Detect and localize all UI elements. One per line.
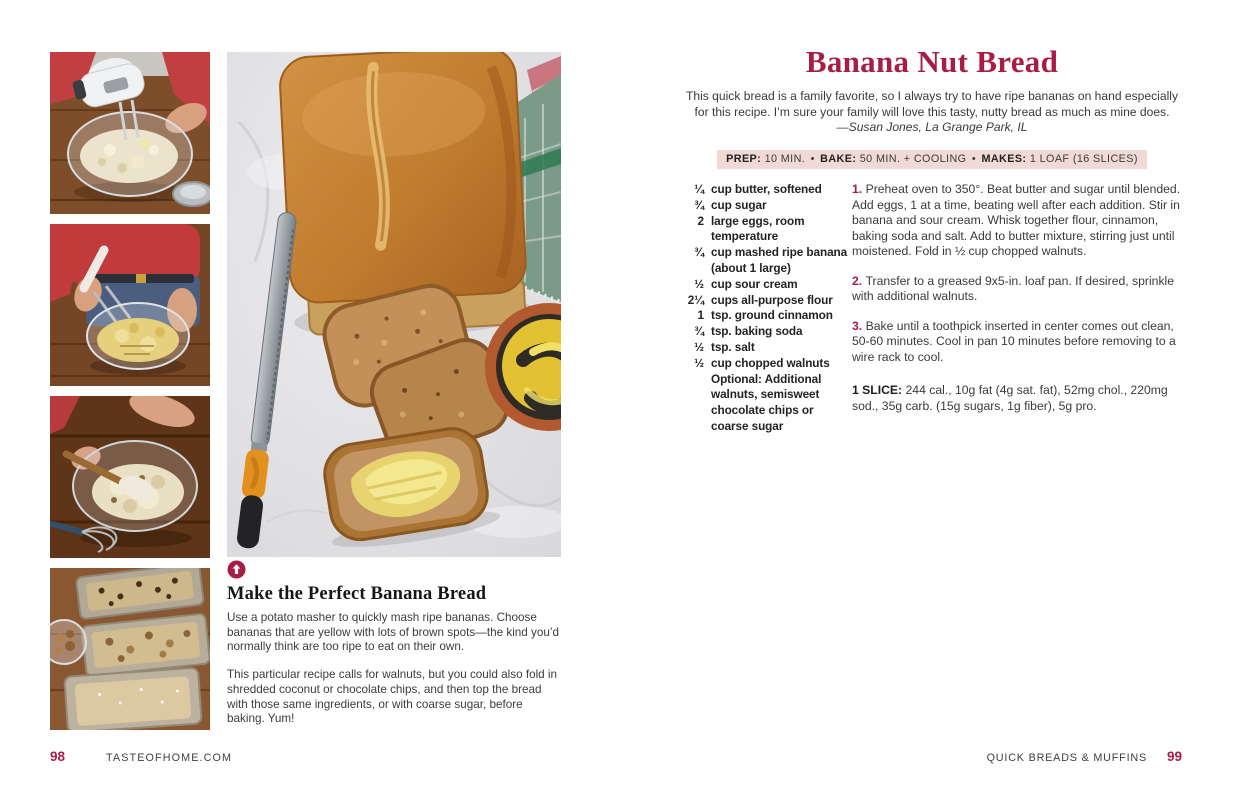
right-page-number: 99 — [1166, 749, 1182, 764]
meta-value: 10 MIN. — [764, 152, 806, 165]
nutrition-text: 244 cal., 10g fat (4g sat. fat), 52mg chol., 220mg sod., 35g carb. (15g sugars, 1g fiber), 5g pro. — [852, 383, 1168, 413]
ingredient-row — [682, 324, 850, 340]
left-page-number: 98 — [50, 749, 66, 764]
ingredient-text: cup sugar — [711, 197, 767, 212]
process-photo-column — [50, 52, 210, 740]
tip-paragraph: This particular recipe calls for walnuts, but you could also fold in shredded coconut or chocolate chips, and then top the bread with those same ingredients, or with coarse sugar, before baking. Yum! — [227, 668, 558, 726]
direction-step — [852, 319, 1184, 366]
ingredients-list — [682, 182, 850, 435]
photo-stirring-batter-illustration — [50, 396, 210, 558]
ingredient-row — [682, 340, 850, 356]
step-number: 3. — [852, 318, 866, 333]
ingredient-amount: 2 — [697, 213, 704, 228]
photo-beating-butter-illustration — [50, 52, 210, 214]
tip-sidebar — [227, 560, 563, 740]
footer-website: TASTEOFHOME.COM — [106, 752, 233, 764]
left-page-footer — [50, 748, 232, 766]
ingredient-text: large eggs, room temperature — [711, 213, 805, 244]
meta-separator: • — [807, 152, 819, 165]
ingredient-amount: ½ — [694, 355, 704, 370]
tip-paragraph: Use a potato masher to quickly mash ripe bananas. Choose bananas that are yellow with lots of brown spots—the kind you’d normally think are too ripe to eat on their own. — [227, 611, 559, 654]
up-arrow-circle-icon — [227, 560, 246, 579]
ingredient-row — [682, 182, 850, 198]
ingredient-text: cup sour cream — [711, 276, 798, 291]
ingredient-amount: ½ — [694, 339, 704, 354]
ingredient-amount: ¾ — [694, 324, 704, 339]
banana-bread-hero-illustration — [227, 52, 561, 557]
ingredient-row — [682, 245, 850, 277]
meta-value: 1 LOAF (16 SLICES) — [1029, 152, 1138, 165]
photo-beating-butter-with-mixer — [50, 52, 210, 214]
meta-label: PREP: — [726, 152, 765, 165]
ingredient-text: cup chopped walnuts — [711, 355, 830, 370]
photo-stirring-batter — [50, 396, 210, 558]
directions-list — [852, 182, 1184, 365]
step-text: Preheat oven to 350°. Beat butter and sugar until blended. Add eggs, 1 at a time, beating well after each addition. Stir in banana and sour cream. Whisk together flour, cinnamon, baking soda and salt. Add to butter mixture, stirring just until moistened. Fold in ½ cup chopped walnuts. — [852, 182, 1181, 258]
recipe-intro: This quick bread is a family favorite, so I always try to have ripe bananas on hand especially for this recipe. I’m sure your family will love this tasty, nutty bread as much as mine does. — [685, 89, 1179, 119]
tip-heading: Make the Perfect Banana Bread — [227, 584, 487, 604]
ingredient-row — [682, 293, 850, 309]
recipe-page — [682, 0, 1182, 169]
photo-banana-nut-bread-hero — [227, 52, 561, 557]
meta-separator: • — [968, 152, 980, 165]
recipe-title: Banana Nut Bread — [805, 44, 1059, 79]
nutrition-label: 1 SLICE: — [852, 383, 903, 397]
ingredient-row — [682, 356, 850, 372]
step-text: Bake until a toothpick inserted in center comes out clean, 50-60 minutes. Cool in pan 10 minutes before removing to a wire rack to cool. — [852, 318, 1176, 364]
meta-label: BAKE: — [820, 152, 860, 165]
ingredient-amount: ¾ — [694, 245, 704, 260]
ingredient-amount: 2¼ — [687, 292, 704, 307]
direction-step — [852, 274, 1184, 305]
step-number: 2. — [852, 273, 866, 288]
ingredient-text: cups all-purpose flour — [711, 292, 833, 307]
ingredient-row — [682, 277, 850, 293]
ingredient-row — [682, 308, 850, 324]
photo-mashing-bananas — [50, 224, 210, 386]
ingredient-row — [682, 372, 850, 435]
ingredient-amount: 1 — [697, 308, 704, 323]
nutrition-facts — [852, 383, 1184, 414]
ingredient-text: cup butter, softened — [711, 182, 822, 196]
directions-column — [852, 182, 1184, 426]
ingredient-text: tsp. salt — [711, 339, 755, 354]
recipe-attribution: —Susan Jones, La Grange Park, IL — [836, 120, 1028, 135]
recipe-meta-bar — [717, 150, 1147, 169]
meta-label: MAKES: — [981, 152, 1030, 165]
footer-section-name: QUICK BREADS & MUFFINS — [986, 752, 1147, 764]
ingredient-text: cup mashed ripe banana (about 1 large) — [711, 245, 848, 275]
photo-mashing-bananas-illustration — [50, 224, 210, 386]
right-page-footer — [987, 748, 1182, 766]
recipe-meta-wrap — [682, 149, 1182, 169]
ingredient-text: tsp. baking soda — [711, 324, 803, 339]
photo-loaf-pans-with-toppings — [50, 568, 210, 730]
step-number: 1. — [852, 182, 866, 196]
step-text: Transfer to a greased 9x5-in. loaf pan. If desired, sprinkle with additional walnuts. — [852, 273, 1175, 303]
ingredient-row — [682, 198, 850, 214]
ingredient-amount: ¾ — [694, 197, 704, 212]
photo-loaf-pans-illustration — [50, 568, 210, 730]
direction-step — [852, 182, 1184, 260]
meta-value: 50 MIN. + COOLING — [859, 152, 967, 165]
ingredient-amount: ½ — [694, 276, 704, 291]
ingredient-amount: ¼ — [694, 182, 704, 196]
ingredient-text: tsp. ground cinnamon — [711, 308, 833, 323]
ingredient-amount — [682, 372, 704, 435]
ingredient-text: Optional: Additional walnuts, semisweet chocolate chips or coarse sugar — [711, 371, 822, 433]
ingredient-row — [682, 214, 850, 246]
